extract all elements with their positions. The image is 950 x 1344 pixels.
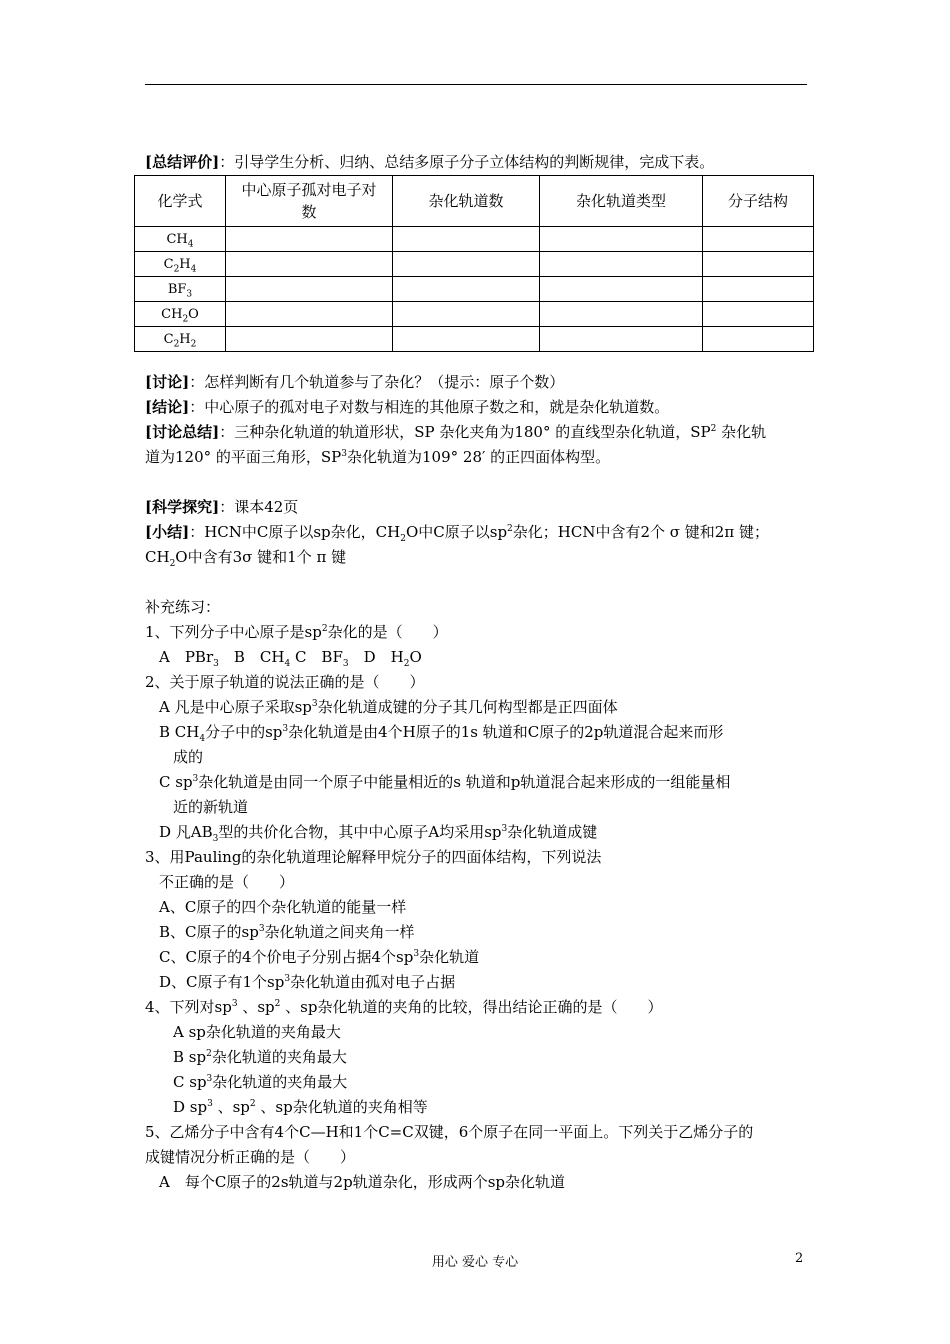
table-cell — [540, 277, 703, 302]
science-paragraph — [145, 495, 817, 520]
exercises-title: 补充练习： — [145, 598, 221, 616]
question-3-option-c: C、C原子的4个价电子分别占据4个$sp^3$杂化轨道 — [159, 948, 480, 966]
question-2: 2、关于原子轨道的说法正确的是（ ） — [145, 673, 425, 691]
question-2-option-c-cont: 近的新轨道 — [173, 798, 249, 816]
question-5-line-2: 成键情况分析正确的是（ ） — [145, 1148, 356, 1166]
question-5-option-a: A 每个C原子的2s轨道与2p轨道杂化，形成两个sp杂化轨道 — [159, 1173, 565, 1191]
discussion-summary-line-1: [讨论总结]：三种杂化轨道的轨道形状，SP 杂化夹角为180° 的直线型杂化轨道，$SP^2$ 杂化轨 — [145, 423, 767, 441]
question-2-option-b: B $CH_4$分子中的$sp^3$杂化轨道是由4个H原子的1s 轨道和C原子的2p轨道混合起来而形 — [159, 723, 724, 744]
question-4-option-d: D $sp^3$ 、$sp^2$ 、sp杂化轨道的夹角相等 — [173, 1098, 428, 1116]
question-5-line-1: 5、乙烯分子中含有4个C—H和1个C=C双键，6个原子在同一平面上。下列关于乙烯分子的 — [145, 1123, 754, 1141]
table-cell — [703, 252, 814, 277]
question-2-option-c: C $sp^3$杂化轨道是由同一个原子中能量相近的s 轨道和p轨道混合起来形成的一组能量相 — [159, 773, 731, 791]
science-text: ：课本42页 — [219, 498, 299, 516]
formula-cell: $BF_3$ — [135, 277, 226, 302]
question-3-option-b: B、C原子的$sp^3$杂化轨道之间夹角一样 — [159, 923, 415, 941]
hybridization-table — [134, 175, 814, 352]
page-number: 2 — [795, 1251, 804, 1266]
question-3-option-a: A、C原子的四个杂化轨道的能量一样 — [159, 898, 407, 916]
table-header: 化学式 — [135, 176, 226, 227]
discussion-summary-line-2: 道为120° 的平面三角形，$SP^3$杂化轨道为109° 28′ 的正四面体构型。 — [145, 448, 611, 466]
table-cell — [393, 227, 540, 252]
question-3-line-1: 3、用Pauling的杂化轨道理论解释甲烷分子的四面体结构，下列说法 — [145, 848, 602, 866]
table-header-row — [135, 176, 814, 227]
table-cell — [393, 252, 540, 277]
table-cell — [393, 277, 540, 302]
conclusion-paragraph — [145, 395, 817, 420]
table-cell — [703, 227, 814, 252]
question-2-option-b-cont: 成的 — [173, 748, 204, 766]
question-4: 4、下列对$sp^3$ 、$sp^2$ 、sp杂化轨道的夹角的比较，得出结论正确的是（ ） — [145, 998, 663, 1016]
formula-cell: $C_2H_4$ — [135, 252, 226, 277]
footer-motto: 用心 爱心 专心 — [431, 1255, 519, 1270]
table-row — [135, 227, 814, 252]
table-header: 分子结构 — [703, 176, 814, 227]
document-body — [145, 150, 817, 1195]
summary-text: ：引导学生分析、归纳、总结多原子分子立体结构的判断规律，完成下表。 — [219, 153, 715, 171]
table-header: 中心原子孤对电子对数 — [226, 176, 393, 227]
summary-label: [总结评价] — [145, 153, 220, 171]
question-2-option-a: A 凡是中心原子采取$sp^3$杂化轨道成键的分子其几何构型都是正四面体 — [159, 698, 618, 716]
conclusion-label: [结论] — [145, 398, 190, 416]
table-cell — [703, 302, 814, 327]
table-row — [135, 277, 814, 302]
question-4-option-b: B $sp^2$杂化轨道的夹角最大 — [173, 1048, 347, 1066]
table-cell — [703, 327, 814, 352]
question-4-option-a: A sp杂化轨道的夹角最大 — [173, 1023, 341, 1041]
table-header: 杂化轨道数 — [393, 176, 540, 227]
header-rule — [145, 84, 807, 85]
question-1: 1、下列分子中心原子是$sp^2$杂化的是（ ） — [145, 623, 448, 641]
table-row — [135, 252, 814, 277]
table-header: 杂化轨道类型 — [540, 176, 703, 227]
table-cell — [226, 277, 393, 302]
summary-paragraph — [145, 150, 817, 175]
discussion-paragraph — [145, 370, 817, 395]
table-cell — [540, 302, 703, 327]
table-cell — [226, 252, 393, 277]
discussion-summary-label: [讨论总结] — [145, 423, 220, 441]
table-cell — [540, 252, 703, 277]
question-3-line-2: 不正确的是（ ） — [159, 873, 295, 891]
question-2-option-d: D 凡$AB_3$型的共价化合物，其中中心原子A均采用$sp^3$杂化轨道成键 — [159, 823, 598, 844]
science-label: [科学探究] — [145, 498, 220, 516]
table-cell — [703, 277, 814, 302]
table-cell — [540, 327, 703, 352]
question-1-options: A PBr$_3$ B $CH_4$ C $BF_3$ D $H_2O$ — [159, 648, 422, 669]
formula-cell: $CH_4$ — [135, 227, 226, 252]
table-row — [135, 302, 814, 327]
table-cell — [393, 327, 540, 352]
mini-summary-line-1: [小结]：HCN中C原子以sp杂化，$CH_2O$中C原子以$sp^2$杂化；HCN中含有2个 σ 键和2π 键； — [145, 523, 769, 544]
table-cell — [226, 302, 393, 327]
mini-summary-label: [小结] — [145, 523, 190, 541]
table-row — [135, 327, 814, 352]
mini-summary-line-2: $CH_2O$中含有3σ 键和1个 π 键 — [145, 548, 347, 569]
table-cell — [393, 302, 540, 327]
question-3-option-d: D、C原子有1个$sp^3$杂化轨道由孤对电子占据 — [159, 973, 456, 991]
conclusion-text: ：中心原子的孤对电子对数与相连的其他原子数之和，就是杂化轨道数。 — [189, 398, 670, 416]
table-cell — [226, 327, 393, 352]
question-4-option-c: C $sp^3$杂化轨道的夹角最大 — [173, 1073, 348, 1091]
discussion-text: ：怎样判断有几个轨道参与了杂化？（提示：原子个数） — [189, 373, 565, 391]
discussion-label: [讨论] — [145, 373, 190, 391]
table-cell — [226, 227, 393, 252]
formula-cell: $C_2H_2$ — [135, 327, 226, 352]
formula-cell: $CH_2O$ — [135, 302, 226, 327]
table-cell — [540, 227, 703, 252]
